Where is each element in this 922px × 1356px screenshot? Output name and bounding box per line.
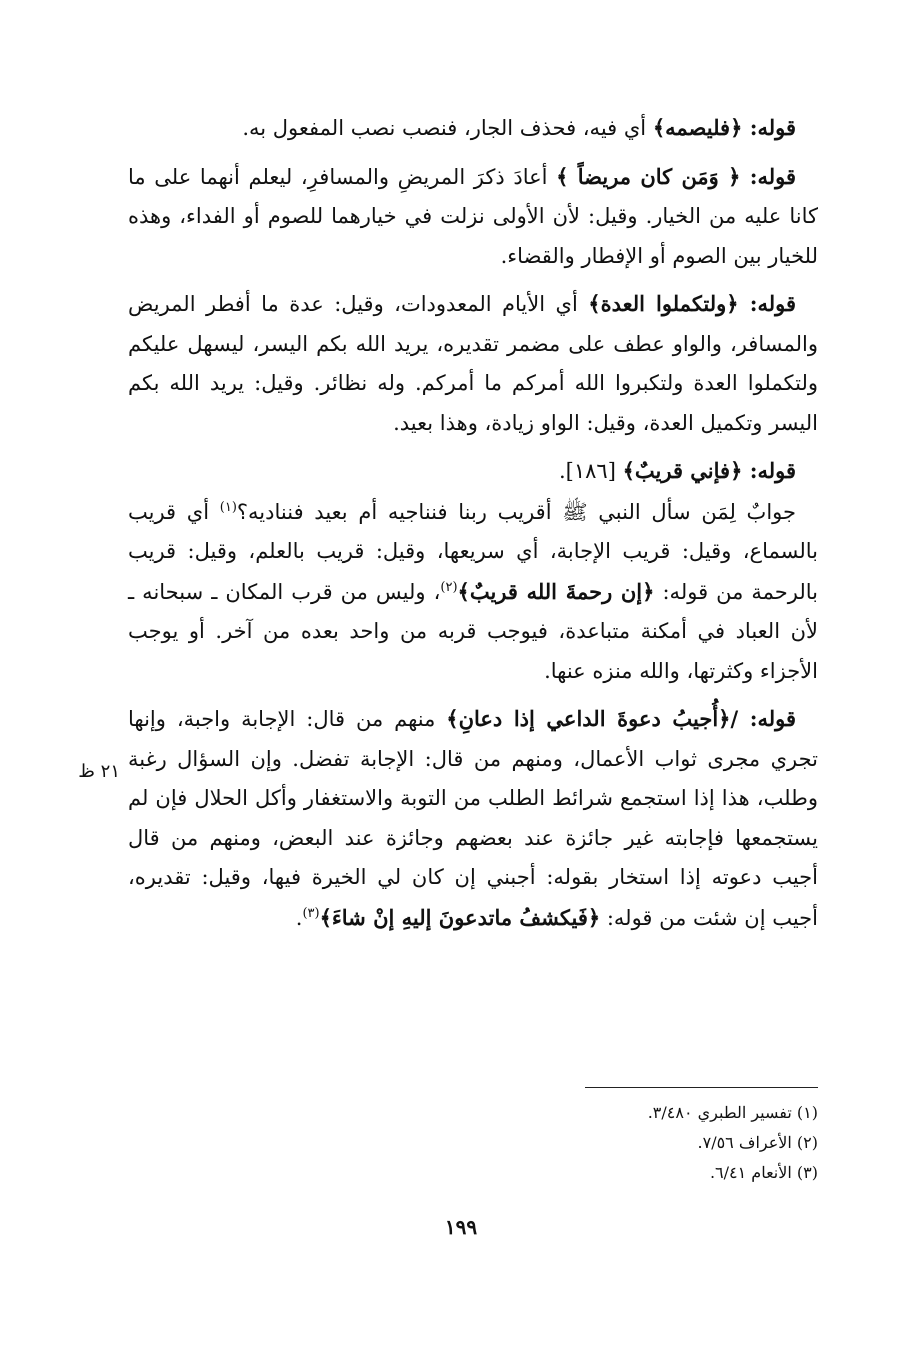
- footnote-marker: (١): [219, 499, 237, 515]
- paragraph-text: أي فيه، فحذف الجار، فنصب نصب المفعول به.: [242, 116, 653, 140]
- paragraph-1: [128, 108, 818, 149]
- paragraph-lead: قوله:: [740, 163, 797, 189]
- paragraph-4: [128, 451, 818, 492]
- paragraph-lead: قوله:: [742, 115, 796, 140]
- paragraph-3: [128, 284, 818, 443]
- main-text: [128, 108, 818, 938]
- quran-quote: ﴿فإني قريبٌ﴾: [622, 458, 743, 483]
- paragraph-text: [١٨٦].: [559, 459, 623, 483]
- quran-quote: ﴿أُجيبُ دعوةَ الداعي إذا دعانِ﴾: [446, 706, 731, 731]
- paragraph-text: جوابٌ لِمَن سأل النبي ﷺ أقريب ربنا فنناجيه أم بعيد فنناديه؟: [236, 499, 796, 524]
- paragraph-2: [128, 157, 818, 277]
- quran-quote: ﴿إن رحمةَ الله قريبٌ﴾: [457, 578, 655, 604]
- manuscript-folio-note: ٢١ ظ: [78, 761, 120, 782]
- page-number: ١٩٩: [444, 1215, 478, 1239]
- footnote-divider: [585, 1087, 818, 1088]
- quran-quote: ﴿فَيكشفُ ماتدعونَ إليهِ إنْ شاءَ﴾: [319, 904, 601, 930]
- paragraph-text: ، وليس من قرب المكان ـ سبحانه ـ لأن العباد في أمكنة متباعدة، فيوجب قربه من واحد بعده من آخر. أو يوجب الأجزاء وكثرتها، والله منزه عنها.: [128, 579, 818, 683]
- paragraph-text: .: [295, 905, 303, 930]
- paragraph-text: أعادَ ذكرَ المريضِ والمسافرِ، ليعلم أنهما على ما كانا عليه من الخيار. وقيل: لأن الأولى نزلت في خيارهما للصوم أو الفداء، وهذه للخيار بين الصوم أو الإفطار والقضاء.: [128, 164, 818, 268]
- paragraph-text: أي قريب بالسماع، وقيل: قريب الإجابة، أي سريعها، وقيل: قريب بالعلم، وقيل: قريب بالرحمة من قوله:: [128, 499, 819, 604]
- footnote-3: (٣) الأنعام ٦/٤١.: [709, 1163, 818, 1182]
- footnote-marker: (٢): [440, 579, 458, 595]
- quran-quote: ﴿ولتكملوا العدة﴾: [588, 291, 739, 316]
- paragraph-text: منهم من قال: الإجابة واجبة، وإنها تجري مجرى ثواب الأعمال، ومنهم من قال: الإجابة تفضل. وإن السؤال رغبة وطلب، هذا إذا استجمع شرائط الطلب من التوبة والاستغفار وأكل الحلال فإن لم يستجمعها فإجابته غير جائزة عند بعضهم وجائزة عند البعض، ومنهم من قال أجيب دعوته إذا استخار بقوله: أجبني إن كان لي الخيرة فيها، وقيل: تقديره، أجيب إن شئت من قوله:: [128, 707, 818, 930]
- quran-quote: ﴿ وَمَن كان مريضاً ﴾: [556, 163, 741, 189]
- footnote-1: (١) تفسير الطبري ٣/٤٨٠.: [647, 1103, 818, 1122]
- footnote-2: (٢) الأعراف ٧/٥٦.: [697, 1133, 818, 1152]
- paragraph-lead: قوله: /: [730, 706, 796, 731]
- footnote-marker: (٣): [302, 905, 320, 921]
- paragraph-lead: قوله:: [738, 291, 796, 316]
- paragraph-text: أي الأيام المعدودات، وقيل: عدة ما أفطر المريض والمسافر، والواو عطف على مضمر تقديره، يريد الله بكم اليسر، ليسهل عليكم ولتكملوا العدة ولتكبروا الله أمركم ما أمركم. وله نظائر. وقيل: يريد الله بكم اليسر وتكميل العدة، وقيل: الواو زيادة، وهذا بعيد.: [128, 292, 818, 435]
- paragraph-6: [128, 699, 818, 938]
- paragraph-5: [128, 492, 818, 692]
- footnotes: [430, 1098, 818, 1188]
- quran-quote: ﴿فليصمه﴾: [652, 115, 743, 140]
- paragraph-lead: قوله:: [742, 458, 796, 483]
